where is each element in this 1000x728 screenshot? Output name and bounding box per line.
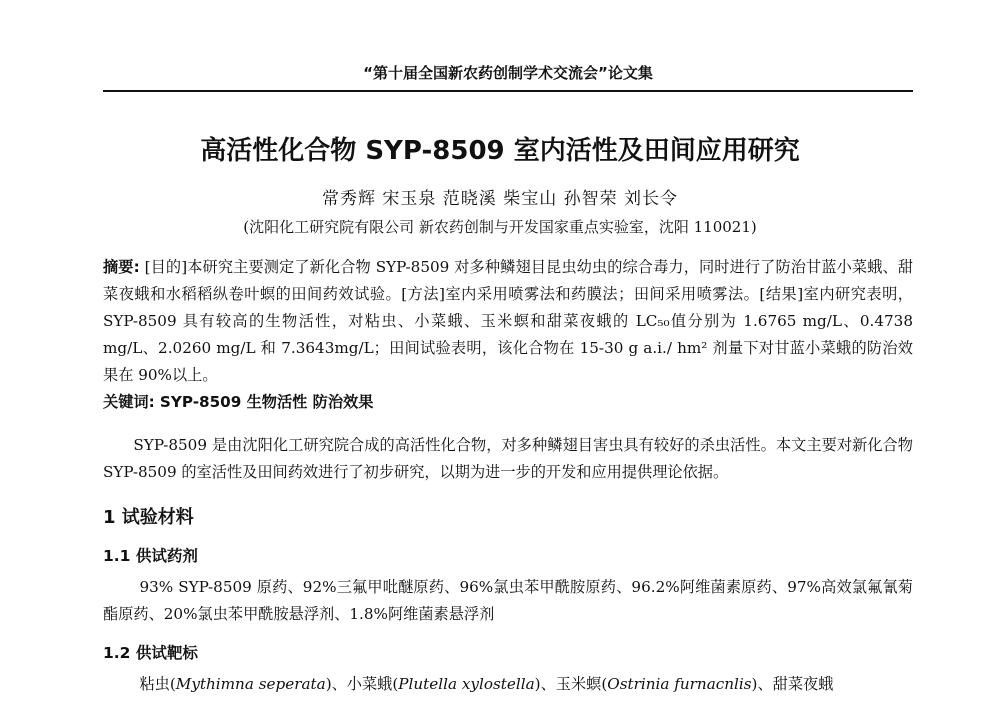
- targets-paragraph: [103, 671, 913, 698]
- subsection-heading: 1.1 供试药剂: [103, 547, 198, 565]
- header-rule: [103, 90, 913, 92]
- paper-body: [103, 254, 913, 698]
- keywords-text: SYP-8509 生物活性 防治效果: [154, 393, 374, 411]
- text-fragment: )、小菜蛾(: [325, 675, 399, 693]
- materials-paragraph: 93% SYP-8509 原药、92%三氟甲吡醚原药、96%氯虫苯甲酰胺原药、96.2%阿维菌素原药、97%高效氯氟氰菊酯原药、20%氯虫苯甲酰胺悬浮剂、1.8%阿维菌素悬浮剂: [103, 578, 913, 623]
- intro-paragraph: SYP-8509 是由沈阳化工研究院合成的高活性化合物，对多种鳞翅目害虫具有较好的杀虫活性。本文主要对新化合物 SYP-8509 的室活性及田间药效进行了初步研究，以期为进一步的开发和应用提供理论依据。: [103, 436, 913, 481]
- running-title: “第十届全国新农药创制学术交流会”论文集: [363, 64, 653, 82]
- paper-title: 高活性化合物 SYP-8509 室内活性及田间应用研究: [200, 136, 800, 166]
- text-fragment: )、甜菜夜蛾: [751, 675, 834, 693]
- species-name: Ostrinia furnacnlis: [607, 675, 752, 693]
- running-header: [103, 62, 913, 92]
- affiliation: (沈阳化工研究院有限公司 新农药创制与开发国家重点实验室，沈阳 110021): [243, 218, 757, 236]
- text-fragment: )、玉米螟(: [534, 675, 608, 693]
- section-heading: 1 试验材料: [103, 507, 194, 528]
- species-name: Plutella xylostella: [398, 675, 535, 693]
- keywords: [103, 389, 913, 416]
- keywords-label: 关键词:: [103, 393, 155, 411]
- abstract-text: [目的]本研究主要测定了新化合物 SYP-8509 对多种鳞翅目昆虫幼虫的综合毒力，同时进行了防治甘蓝小菜蛾、甜菜夜蛾和水稻稻纵卷叶螟的田间药效试验。[方法]室内采用喷雾法和药膜法；田间采用喷雾法。[结果]室内研究表明，SYP-8509 具有较高的生物活性，对粘虫、小菜蛾、玉米螟和甜菜夜蛾的 LC₅₀值分别为 1.6765 mg/L、0.4738 mg/L、2.0260 mg/L 和 7.3643mg/L；田间试验表明，该化合物在 15-30 g a.i./ hm² 剂量下对甘蓝小菜蛾的防治效果在 90%以上。: [103, 258, 914, 384]
- subsection-heading: 1.2 供试靶标: [103, 644, 198, 662]
- author-list: 常秀辉 宋玉泉 范晓溪 柴宝山 孙智荣 刘长令: [321, 189, 679, 209]
- abstract: [103, 254, 913, 389]
- abstract-label: 摘要:: [103, 258, 140, 276]
- species-name: Mythimna seperata: [175, 675, 326, 693]
- text-fragment: 粘虫(: [139, 675, 176, 693]
